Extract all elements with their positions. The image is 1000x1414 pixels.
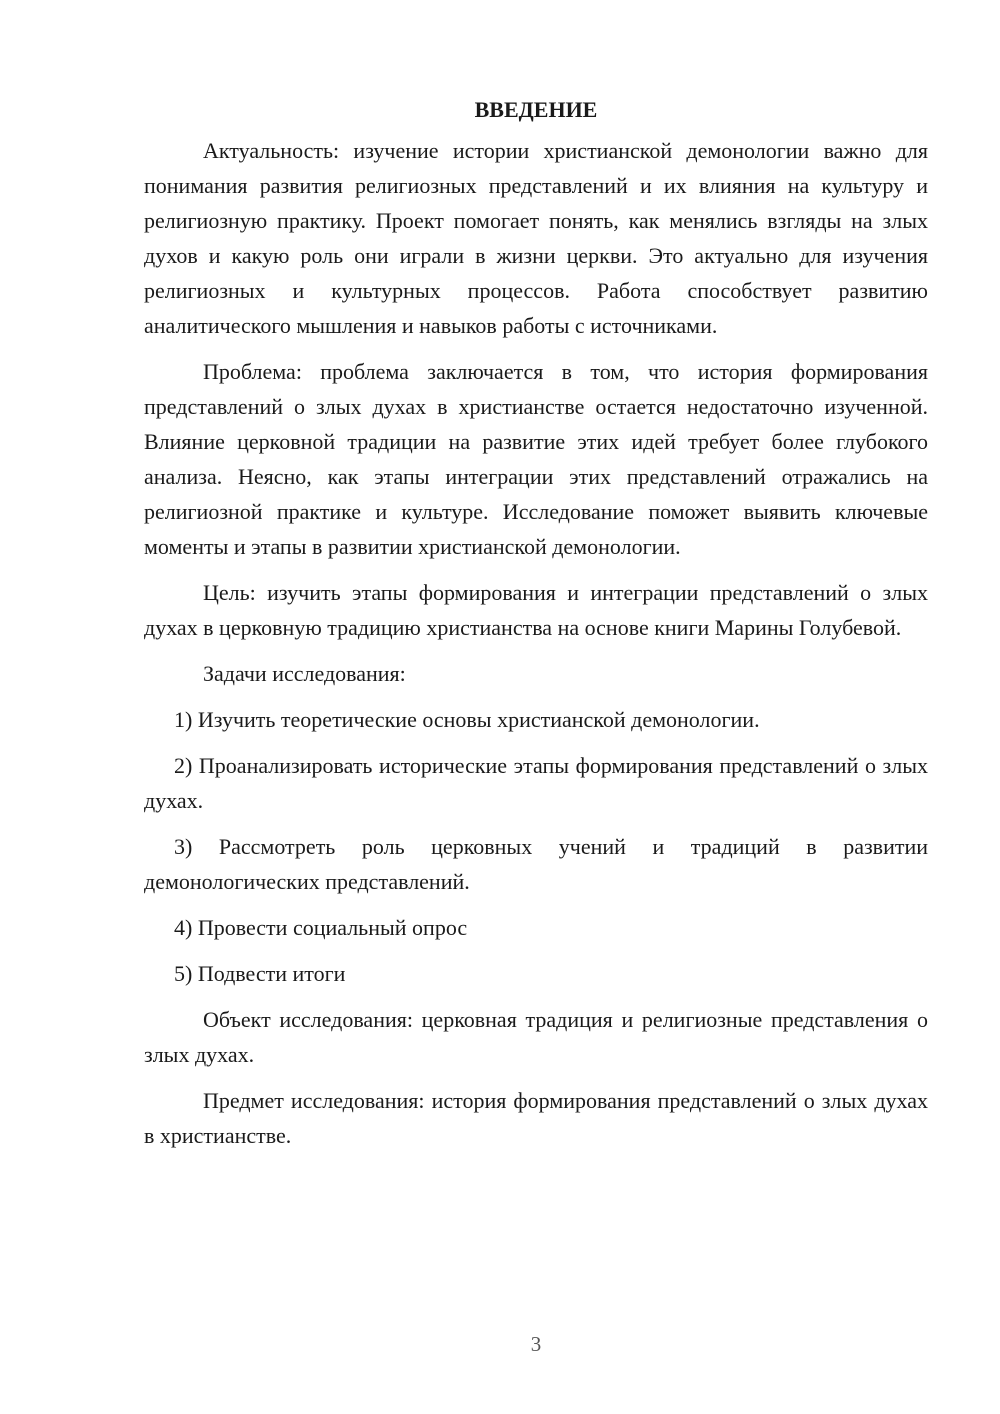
task-item-4: 4) Провести социальный опрос xyxy=(174,915,468,940)
section-title: ВВЕДЕНИЕ xyxy=(474,97,598,122)
paragraph-relevance: Актуальность: изучение истории христианской демонологии важно для понимания развития религиозных представлений и их влияния на культуру и религиозную практику. Проект помогает понять, как менялись взгляды на злых духов и какую роль они играли в жизни церкви. Это актуально для изучения религиозных и культурных процессов. Работа способствует развитию аналитического мышления и навыков работы с источниками. xyxy=(144,138,928,338)
task-item-2: 2) Проанализировать исторические этапы формирования представлений о злых духах. xyxy=(144,753,928,813)
paragraph-goal: Цель: изучить этапы формирования и интеграции представлений о злых духах в церковную традицию христианства на основе книги Марины Голубевой. xyxy=(144,580,928,640)
task-item-3: 3) Рассмотреть роль церковных учений и традиций в развитии демонологических представлений. xyxy=(144,834,928,894)
task-item-5: 5) Подвести итоги xyxy=(174,961,346,986)
task-item-1: 1) Изучить теоретические основы христианской демонологии. xyxy=(174,707,760,732)
document-page xyxy=(144,92,928,1164)
paragraph-subject: Предмет исследования: история формирования представлений о злых духах в христианстве. xyxy=(144,1088,928,1148)
paragraph-problem: Проблема: проблема заключается в том, что история формирования представлений о злых духах в христианстве остается недостаточно изученной. Влияние церковной традиции на развитие этих идей требует более глубокого анализа. Неясно, как этапы интеграции этих представлений отражались на религиозной практике и культуре. Исследование поможет выявить ключевые моменты и этапы в развитии христианской демонологии. xyxy=(144,359,928,559)
paragraph-tasks-heading: Задачи исследования: xyxy=(203,661,406,686)
page-number: 3 xyxy=(530,1332,542,1356)
paragraph-object: Объект исследования: церковная традиция и религиозные представления о злых духах. xyxy=(144,1007,928,1067)
